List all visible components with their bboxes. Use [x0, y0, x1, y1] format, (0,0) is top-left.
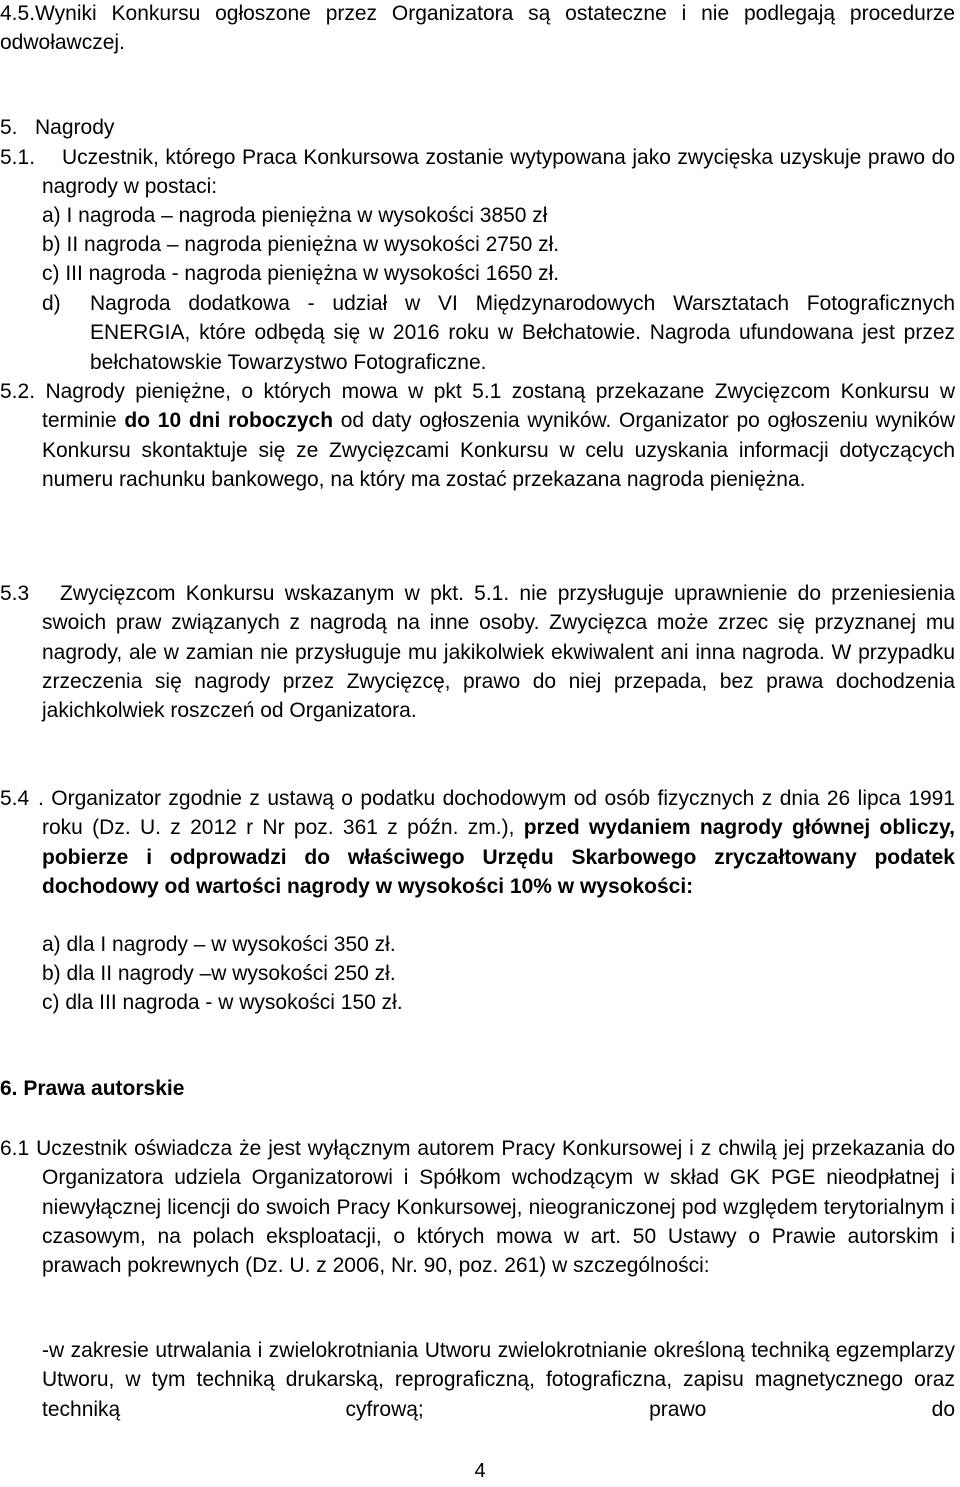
paragraph-5-2-text-a: 5.2. Nagrody pieniężne, o których mowa w pkt 5.1 zostaną przekazane Zwycięzcom Konkursu w terminie — [0, 380, 955, 433]
tax-list-item: b) dla II nagrody –w wysokości 250 zł. — [42, 962, 396, 985]
paragraph-5-3-number: 5.3 — [0, 582, 30, 605]
paragraph-5-2 — [0, 377, 955, 494]
prize-item-d-text: Nagroda dodatkowa - udział w VI Międzynarodowych Warsztatach Fotograficznych ENERGIA, które odbędą się w 2016 roku w Bełchatowie. Nagroda ufundowana jest przez bełchatowskie Towarzystwo Fotograficzne. — [90, 292, 955, 374]
paragraph-5-4-tax-clause: przed wydaniem nagrody głównej obliczy, pobierze i odprowadzi do właściwego Urzędu Skarbowego zryczałtowany podatek dochodowy od wartości nagrody w wysokości 10% w wysokości: — [42, 816, 955, 898]
paragraph-5-4-text: . Organizator zgodnie z ustawą o podatku dochodowym od osób fizycznych z dnia 26 lipca 1991 roku (Dz. U. z 2012 r Nr poz. 361 z późn. zm.), — [38, 787, 955, 840]
paragraph-5-2-text-b: od daty ogłoszenia wyników. Organizator po ogłoszeniu wyników Konkursu skontaktuje się ze Zwycięzcami Konkursu w celu uzyskania informacji dotyczących numeru rachunku bankowego, na który ma zostać przekazana nagroda pieniężna. — [42, 409, 955, 491]
paragraph-5-1-intro: Uczestnik, którego Praca Konkursowa zostanie wytypowana jako zwycięska uzyskuje prawo do nagrody w postaci: — [42, 146, 955, 199]
tax-list-item: c) dla III nagroda - w wysokości 150 zł. — [42, 991, 403, 1014]
paragraph-5-4-number: 5.4 — [0, 787, 30, 810]
section-6-heading: 6. Prawa autorskie — [0, 1077, 185, 1100]
tax-list-item: a) dla I nagrody – w wysokości 350 zł. — [42, 933, 396, 956]
prize-list-item: b) II nagroda – nagroda pieniężna w wysokości 2750 zł. — [42, 233, 560, 256]
paragraph-5-3: Zwycięzcom Konkursu wskazanym w pkt. 5.1. nie przysługuje uprawnienie do przeniesienia swoich praw związanych z nagrodą na inne osoby. Zwycięzca może zrzec się przyznanej mu nagrody, ale w zamian nie przysługuje mu jakikolwiek ekwiwalent ani inna nagroda. W przypadku zrzeczenia się nagrody przez Zwycięzcę, prawo do niej przepada, bez prawa dochodzenia jakichkolwiek roszczeń od Organizatora. — [42, 582, 955, 723]
paragraph-4-5: 4.5.Wyniki Konkursu ogłoszone przez Organizatora są ostateczne i nie podlegają procedurze odwoławczej. — [0, 2, 955, 55]
prize-item-d-label: d) — [42, 292, 61, 315]
paragraph-5-1-number: 5.1. — [0, 146, 36, 169]
page-number: 4 — [474, 1460, 486, 1482]
paragraph-5-2-deadline: do 10 dni roboczych — [124, 409, 334, 433]
prize-list-item: a) I nagroda – nagroda pieniężna w wysokości 3850 zł — [42, 204, 548, 227]
paragraph-6-1-item: -w zakresie utrwalania i zwielokrotniania Utworu zwielokrotnianie określoną techniką egzemplarzy Utworu, w tym techniką drukarską, reprograficzną, fotograficzna, zapisu magnetycznego oraz techniką cyfrową; prawo do — [42, 1339, 955, 1421]
section-5-heading: 5. Nagrody — [0, 116, 115, 139]
paragraph-6-1: 6.1 Uczestnik oświadcza że jest wyłącznym autorem Pracy Konkursowej i z chwilą jej przekazania do Organizatora udziela Organizatorowi i Spółkom wchodzącym w skład GK PGE nieodpłatnej i niewyłącznej licencji do swoich Pracy Konkursowej, nieograniczonej pod względem terytorialnym i czasowym, na polach eksploatacji, o których mowa w art. 50 Ustawy o Prawie autorskim i prawach pokrewnych (Dz. U. z 2006, Nr. 90, poz. 261) w szczególności: — [0, 1137, 955, 1278]
prize-list-item: c) III nagroda - nagroda pieniężna w wysokości 1650 zł. — [42, 262, 560, 285]
paragraph-5-4 — [38, 784, 955, 901]
